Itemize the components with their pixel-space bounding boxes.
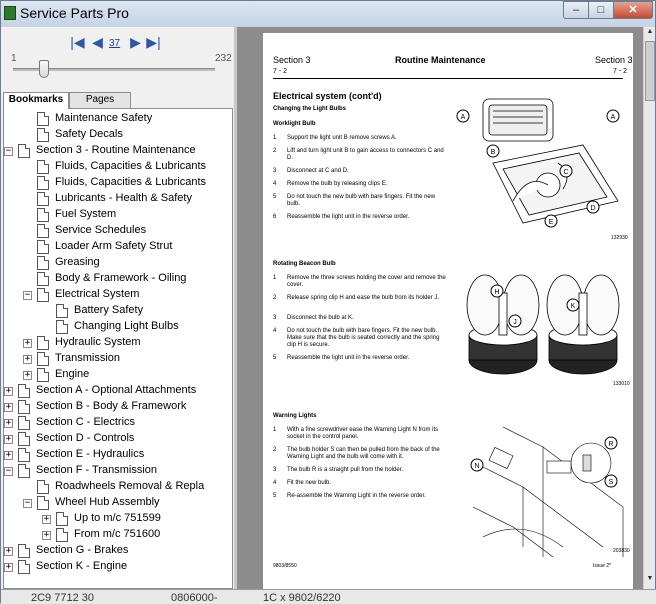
tab-pages[interactable]: Pages	[69, 92, 131, 108]
vertical-scrollbar[interactable]	[643, 27, 655, 589]
expand-icon[interactable]: +	[5, 546, 12, 556]
page-header-right: Section 3	[595, 55, 633, 65]
tree-item[interactable]	[4, 191, 233, 207]
tree-item-label: Hydraulic System	[55, 336, 141, 348]
expand-icon[interactable]: +	[5, 418, 12, 428]
bookmark-page-icon	[18, 384, 30, 398]
expand-icon[interactable]: +	[5, 562, 12, 572]
tree-item[interactable]	[4, 527, 233, 543]
scroll-thumb[interactable]	[645, 41, 655, 101]
expand-icon[interactable]: +	[5, 450, 12, 460]
tree-item[interactable]	[4, 463, 233, 479]
bookmark-page-icon	[18, 144, 30, 158]
next-page-button[interactable]: ▶	[130, 34, 141, 50]
bookmark-page-icon	[18, 432, 30, 446]
warning-figure	[463, 407, 628, 557]
last-page-button[interactable]: ▶|	[146, 34, 161, 50]
step-text: Fit the new bulb.	[287, 480, 332, 486]
tree-item-label: Service Schedules	[55, 224, 147, 236]
bookmark-page-icon	[37, 272, 49, 286]
callout-b: B	[490, 149, 496, 156]
tree-item[interactable]	[4, 319, 233, 335]
warning-fig-code: 203830	[613, 548, 630, 554]
callout-e: E	[548, 219, 554, 226]
tree-item[interactable]	[4, 159, 233, 175]
maximize-button[interactable]: □	[588, 1, 614, 19]
tree-item-label: Section B - Body & Framework	[36, 400, 187, 412]
callout-s: S	[608, 479, 614, 486]
slider-min-label: 1	[11, 53, 17, 64]
step-number: 3	[273, 168, 277, 174]
taskbar-text-left: 2C9 7712 30	[31, 592, 94, 604]
scroll-up-icon[interactable]: ▲	[646, 28, 654, 35]
tree-item[interactable]	[4, 511, 233, 527]
bookmark-page-icon	[37, 352, 49, 366]
worklight-title: Worklight Bulb	[273, 121, 316, 127]
tree-item-label: Greasing	[55, 256, 100, 268]
bookmark-page-icon	[37, 256, 49, 270]
step-text: Disconnect the bulb at K.	[287, 315, 354, 321]
collapse-icon[interactable]: −	[24, 290, 31, 300]
page-header-center: Routine Maintenance	[395, 55, 486, 65]
collapse-icon[interactable]: −	[5, 466, 12, 476]
callout-n: N	[474, 463, 480, 470]
bookmark-page-icon	[18, 464, 30, 478]
beacon-fig-code: 133010	[613, 381, 630, 387]
tree-item-label: Loader Arm Safety Strut	[55, 240, 173, 252]
step-number: 4	[273, 181, 277, 187]
bookmark-tree	[3, 108, 233, 589]
bookmark-page-icon	[37, 176, 49, 190]
tree-item[interactable]	[4, 111, 233, 127]
tree-item[interactable]	[4, 175, 233, 191]
tree-item-label: Battery Safety	[74, 304, 144, 316]
step-number: 5	[273, 493, 277, 499]
bookmark-page-icon	[37, 192, 49, 206]
tree-item[interactable]	[4, 479, 233, 495]
callout-h: H	[494, 289, 500, 296]
step-number: 4	[273, 328, 277, 334]
document-view	[237, 27, 643, 589]
bookmark-page-icon	[37, 112, 49, 126]
expand-icon[interactable]: +	[5, 386, 12, 396]
step-text: With a fine screwdriver ease the Warning Light N from its socket in the control panel.	[287, 427, 439, 440]
step-number: 6	[273, 214, 277, 220]
tree-item[interactable]	[4, 287, 233, 303]
callout-c: C	[563, 169, 569, 176]
tree-item-label: Section K - Engine	[36, 560, 128, 572]
bookmark-page-icon	[37, 208, 49, 222]
tree-item[interactable]	[4, 271, 233, 287]
step-number: 2	[273, 447, 277, 453]
beacon-figure	[463, 265, 628, 390]
bookmark-page-icon	[56, 512, 68, 526]
tree-item[interactable]	[4, 207, 233, 223]
close-button[interactable]: ✕	[613, 1, 653, 19]
step-text: Lift and turn light unit B to gain access to connectors C and D.	[287, 148, 444, 161]
prev-page-button[interactable]: ◀	[92, 34, 103, 50]
bookmark-page-icon	[37, 496, 49, 510]
taskbar-text-mid: 0806000-	[171, 592, 218, 604]
collapse-icon[interactable]: −	[5, 146, 12, 156]
tree-item[interactable]	[4, 543, 233, 559]
step-number: 1	[273, 135, 277, 141]
step-number: 5	[273, 355, 277, 361]
expand-icon[interactable]: +	[24, 338, 31, 348]
tree-item[interactable]	[4, 415, 233, 431]
worklight-fig-code: 132930	[611, 235, 628, 241]
step-text: The bulb holder S can then be pulled from the back of the Warning Light and the bulb will come with it.	[287, 447, 440, 460]
tree-item-label: From m/c 751600	[74, 528, 161, 540]
bookmark-page-icon	[37, 288, 49, 302]
bookmark-page-icon	[37, 240, 49, 254]
tree-item[interactable]	[4, 223, 233, 239]
callout-a-right: A	[610, 114, 616, 121]
step-text: Do not touch the new bulb with bare fingers. Fit the new bulb.	[287, 194, 436, 207]
bookmark-page-icon	[56, 304, 68, 318]
taskbar-strip	[1, 589, 656, 604]
tree-item-label: Section D - Controls	[36, 432, 135, 444]
page-number-left: 7 - 2	[273, 68, 288, 75]
step-text: Release spring clip H and ease the bulb from its holder J.	[287, 295, 440, 301]
step-text: Remove the three screws holding the cover and remove the cover.	[287, 275, 446, 288]
expand-icon[interactable]: +	[5, 402, 12, 412]
page-number-right: 7 - 2	[613, 68, 628, 75]
callout-d: D	[590, 205, 596, 212]
expand-icon[interactable]: +	[24, 370, 31, 380]
step-number: 3	[273, 467, 277, 473]
step-text: Remove the bulb by releasing clips E.	[287, 181, 388, 187]
title-bar[interactable]	[1, 1, 655, 27]
step-number: 2	[273, 148, 277, 154]
tree-item-label: Section F - Transmission	[36, 464, 158, 476]
page-slider	[1, 49, 234, 89]
tree-item-label: Changing Light Bulbs	[74, 320, 179, 332]
step-number: 1	[273, 427, 277, 433]
slider-thumb[interactable]	[39, 60, 49, 78]
step-text: The bulb R is a straight pull from the holder.	[287, 467, 404, 473]
callout-k: K	[570, 303, 576, 310]
beacon-title: Rotating Beacon Bulb	[273, 261, 336, 267]
tree-item-label: Section A - Optional Attachments	[36, 384, 197, 396]
header-rule	[273, 78, 623, 79]
scroll-down-icon[interactable]: ▼	[646, 575, 654, 582]
subsection-title: Changing the Light Bulbs	[273, 106, 346, 112]
tree-item[interactable]	[4, 335, 233, 351]
bookmark-page-icon	[37, 336, 49, 350]
step-text: Re-assemble the Warning Light in the reverse order.	[287, 493, 426, 499]
bookmark-page-icon	[56, 320, 68, 334]
bookmark-page-icon	[37, 128, 49, 142]
tree-item-label: Body & Framework - Oiling	[55, 272, 187, 284]
bookmark-page-icon	[37, 480, 49, 494]
tree-item-label: Safety Decals	[55, 128, 123, 140]
minimize-button[interactable]: –	[563, 1, 589, 19]
tree-item-label: Section C - Electrics	[36, 416, 136, 428]
bookmark-page-icon	[18, 416, 30, 430]
app-icon	[4, 6, 16, 20]
expand-icon[interactable]: +	[43, 514, 50, 524]
tree-item-label: Fluids, Capacities & Lubricants	[55, 160, 207, 172]
expand-icon[interactable]: +	[43, 530, 50, 540]
first-page-button[interactable]: |◀	[70, 34, 85, 50]
tree-item-label: Section E - Hydraulics	[36, 448, 145, 460]
tree-item[interactable]	[4, 367, 233, 383]
tree-item[interactable]	[4, 127, 233, 143]
step-text: Reassemble the light unit in the reverse order.	[287, 214, 410, 220]
tree-item-label: Section G - Brakes	[36, 544, 129, 556]
tree-item[interactable]	[4, 255, 233, 271]
tab-bookmarks[interactable]: Bookmarks	[3, 92, 69, 109]
step-number: 4	[273, 480, 277, 486]
tree-item[interactable]	[4, 447, 233, 463]
tree-item-label: Fuel System	[55, 208, 117, 220]
tree-item[interactable]	[4, 303, 233, 319]
expand-icon[interactable]: +	[24, 354, 31, 364]
bookmark-page-icon	[18, 544, 30, 558]
tree-item[interactable]	[4, 351, 233, 367]
tree-item-label: Maintenance Safety	[55, 112, 153, 124]
left-pane	[1, 27, 234, 589]
document-page	[263, 33, 633, 589]
tree-item[interactable]	[4, 383, 233, 399]
tree-item-label: Wheel Hub Assembly	[55, 496, 160, 508]
page-footer-right: Issue 2*	[593, 563, 612, 569]
current-page-link[interactable]: 37	[109, 38, 121, 49]
bookmark-page-icon	[18, 560, 30, 574]
bookmark-page-icon	[18, 448, 30, 462]
bookmark-page-icon	[37, 224, 49, 238]
tree-item[interactable]	[4, 143, 233, 159]
step-number: 5	[273, 194, 277, 200]
tree-item-label: Transmission	[55, 352, 120, 364]
tree-item-label: Electrical System	[55, 288, 140, 300]
bookmark-page-icon	[37, 160, 49, 174]
step-text: Reassemble the light unit in the reverse order.	[287, 355, 410, 361]
step-number: 3	[273, 315, 277, 321]
section-title: Electrical system (cont'd)	[273, 91, 382, 101]
tree-item-label: Engine	[55, 368, 90, 380]
tree-item[interactable]	[4, 559, 233, 575]
window-title: Service Parts Pro	[20, 5, 129, 21]
expand-icon[interactable]: +	[5, 434, 12, 444]
step-text: Do not touch the bulb with bare fingers. Fit the new bulb. Make sure that the bulb is seated correctly and the spring clip H is secure.	[287, 328, 440, 348]
tree-item-label: Lubricants - Health & Safety	[55, 192, 192, 204]
warning-title: Warning Lights	[273, 413, 317, 419]
tree-item-label: Up to m/c 751599	[74, 512, 161, 524]
page-footer-left: 9803/8550	[273, 563, 297, 569]
slider-max-label: 232	[215, 53, 232, 64]
page-header-left: Section 3	[273, 55, 311, 65]
callout-a-left: A	[460, 114, 466, 121]
tree-item-label: Fluids, Capacities & Lubricants	[55, 176, 207, 188]
bookmark-page-icon	[56, 528, 68, 542]
callout-j: J	[513, 319, 517, 326]
tree-item[interactable]	[4, 431, 233, 447]
worklight-figure	[453, 93, 628, 243]
callout-r: R	[608, 441, 614, 448]
bookmark-page-icon	[37, 368, 49, 382]
step-text: Disconnect at C and D.	[287, 168, 349, 174]
taskbar-text-right: 1C x 9802/6220	[263, 592, 341, 604]
tree-item-label: Section 3 - Routine Maintenance	[36, 144, 196, 156]
bookmark-page-icon	[18, 400, 30, 414]
tree-item-label: Roadwheels Removal & Repla	[55, 480, 205, 492]
tree-item[interactable]	[4, 399, 233, 415]
tree-item[interactable]	[4, 495, 233, 511]
collapse-icon[interactable]: −	[24, 498, 31, 508]
step-text: Support the light unit B remove screws A.	[287, 135, 397, 141]
step-number: 1	[273, 275, 277, 281]
tree-item[interactable]	[4, 239, 233, 255]
step-number: 2	[273, 295, 277, 301]
